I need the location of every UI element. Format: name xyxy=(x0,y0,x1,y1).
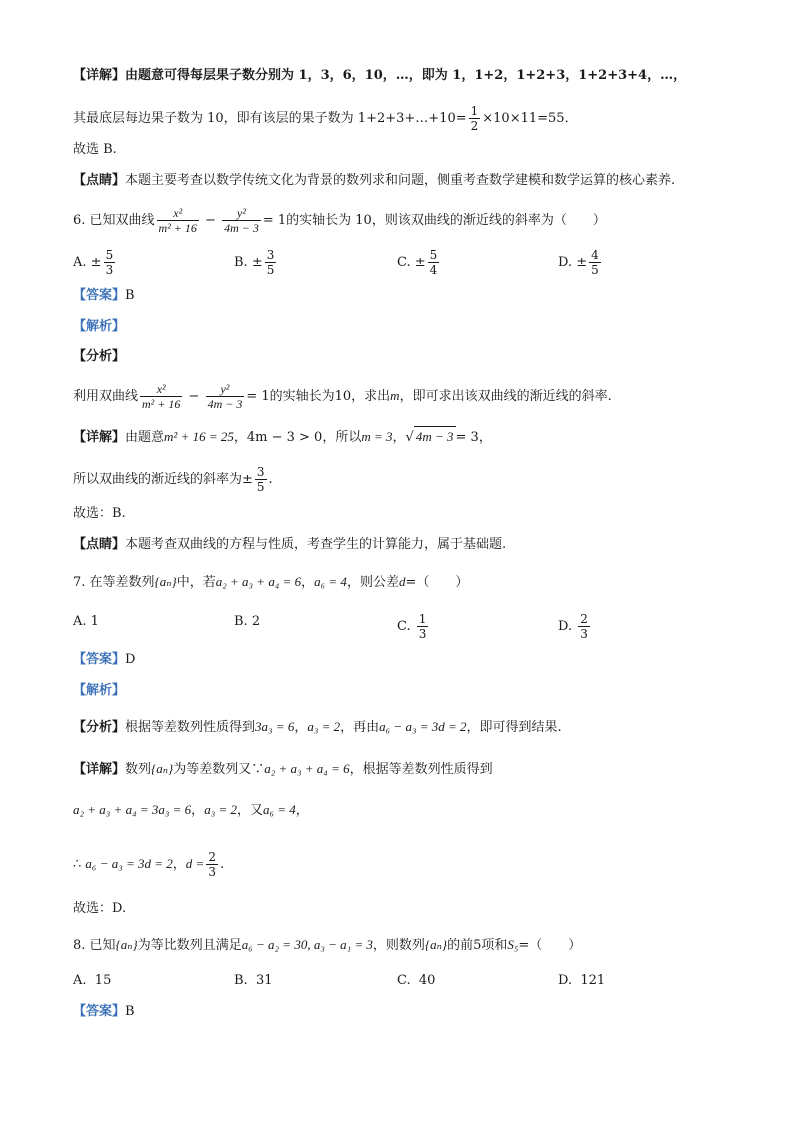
q6-frac-y: $\frac{\text{y²}}{4m - 3}$ xyxy=(224,206,259,235)
q7-choose: 故选：D. xyxy=(73,901,127,916)
q6-detail: 【详解】由题意m² + 16 = 25，4m − 3 > 0，所以m = 3，√ 4m − 3 = 3， xyxy=(73,426,492,448)
q8-stem: 8. 已知{aₙ}为等比数列且满足a₆ − a₂ = 30, a₃ − a₁ = 3，则数列{aₙ}的前5项和S₅=（ ） xyxy=(73,937,582,953)
detail-label: 【详解】 xyxy=(73,68,126,83)
q6-option-d[interactable]: D. ± $\frac{4}{5}$ xyxy=(558,248,599,277)
q6-answer: 【答案】B xyxy=(73,288,135,303)
p5-fraction: $\frac{1}{2}$ xyxy=(470,104,479,133)
q6-comment: 【点睛】本题考查双曲线的方程与性质，考查学生的计算能力，属于基础题. xyxy=(73,537,507,552)
p5-detail-line-1 xyxy=(73,66,686,86)
q6-slope: 所以双曲线的渐近线的斜率为± $\frac{3}{5}$ . xyxy=(73,465,273,494)
q7-detail-2: a₂ + a₃ + a₄ = 3a₃ = 6，a₃ = 2，又a₆ = 4， xyxy=(73,802,309,818)
q8-answer: 【答案】B xyxy=(73,1004,135,1019)
q6-option-a[interactable]: A. ± $\frac{5}{3}$ xyxy=(73,248,114,277)
q7-option-b[interactable]: B. 2 xyxy=(234,614,261,629)
p5-comment-text: 本题主要考查以数学传统文化为背景的数列求和问题，侧重考查数学建模和数学运算的核心素养. xyxy=(125,173,676,188)
q7-option-d[interactable]: D. $\frac{2}{3}$ xyxy=(558,612,588,641)
q6-rhs: = 1 xyxy=(262,213,287,228)
q7-stem: 7. 在等差数列{aₙ}中，若a₂ + a₃ + a₄ = 6，a₆ = 4，则公差d=（ ） xyxy=(73,574,469,590)
q6-analysis-heading: 【解析】 xyxy=(73,319,126,334)
p5-detail-text-1: 由题意可得每层果子数分别为 1，3，6，10，…，即为 1，1+2，1+2+3，1+2+3+4，…， xyxy=(125,68,687,83)
q7-analyze: 【分析】根据等差数列性质得到3a₃ = 6，a₃ = 2，再由a₆ − a₃ = 3d = 2，即可得到结果. xyxy=(73,719,562,735)
comment-label: 【点睛】 xyxy=(73,173,126,188)
q6-choose: 故选：B. xyxy=(73,506,126,521)
q8-option-c[interactable]: C. 40 xyxy=(397,973,436,988)
q6-analyze: 利用双曲线 $\frac{\text{x²}}{\text{m² + 16}}$ − $\frac{\text{y²}}{4m - 3}$ = 1的实轴长为10，求出m，即可求出该双曲线的渐近线的斜率. xyxy=(73,382,612,411)
q6-frac-x: $\frac{\text{x²}}{\text{m² + 16}}$ xyxy=(158,206,197,235)
p5-choose: 故选 B. xyxy=(73,142,117,157)
q8-option-a[interactable]: A. 15 xyxy=(73,973,112,988)
q7-detail-3: ∴ a₆ − a₃ = 3d = 2，d = $\frac{2}{3}$ . xyxy=(73,850,225,879)
q6-option-c[interactable]: C. ± $\frac{5}{4}$ xyxy=(397,248,438,277)
p5-detail-line-2 xyxy=(73,104,578,133)
q7-answer: 【答案】D xyxy=(73,652,136,667)
q8-option-d[interactable]: D. 121 xyxy=(558,973,606,988)
q7-option-c[interactable]: C. $\frac{1}{3}$ xyxy=(397,612,427,641)
q7-detail-1: 【详解】数列{aₙ}为等差数列又∵a₂ + a₃ + a₄ = 6，根据等差数列性质得到 xyxy=(73,761,493,777)
q7-option-a[interactable]: A. 1 xyxy=(73,614,99,629)
q6-stem-b: 的实轴长为 10，则该双曲线的渐近线的斜率为（ ） xyxy=(286,213,606,228)
q6-analyze-label: 【分析】 xyxy=(73,349,126,364)
q6-stem-a: 6. 已知双曲线 xyxy=(73,213,155,228)
p5-comment xyxy=(73,171,675,191)
q6-stem: 6. 已知双曲线 $\frac{\text{x²}}{\text{m² + 16}}$ − $\frac{\text{y²}}{4m - 3}$ = 1的实轴长为 10，则该双曲线的渐近线的斜率为（ ） xyxy=(73,206,606,235)
p5-detail-text-2b: ×10×11=55． xyxy=(482,111,578,126)
q6-option-b[interactable]: B. ± $\frac{3}{5}$ xyxy=(234,248,275,277)
p5-detail-text-2a: 其最底层每边果子数为 10，即有该层的果子数为 1+2+3+…+10= xyxy=(73,111,467,126)
q8-option-b[interactable]: B. 31 xyxy=(234,973,273,988)
q7-analysis-heading: 【解析】 xyxy=(73,683,126,698)
